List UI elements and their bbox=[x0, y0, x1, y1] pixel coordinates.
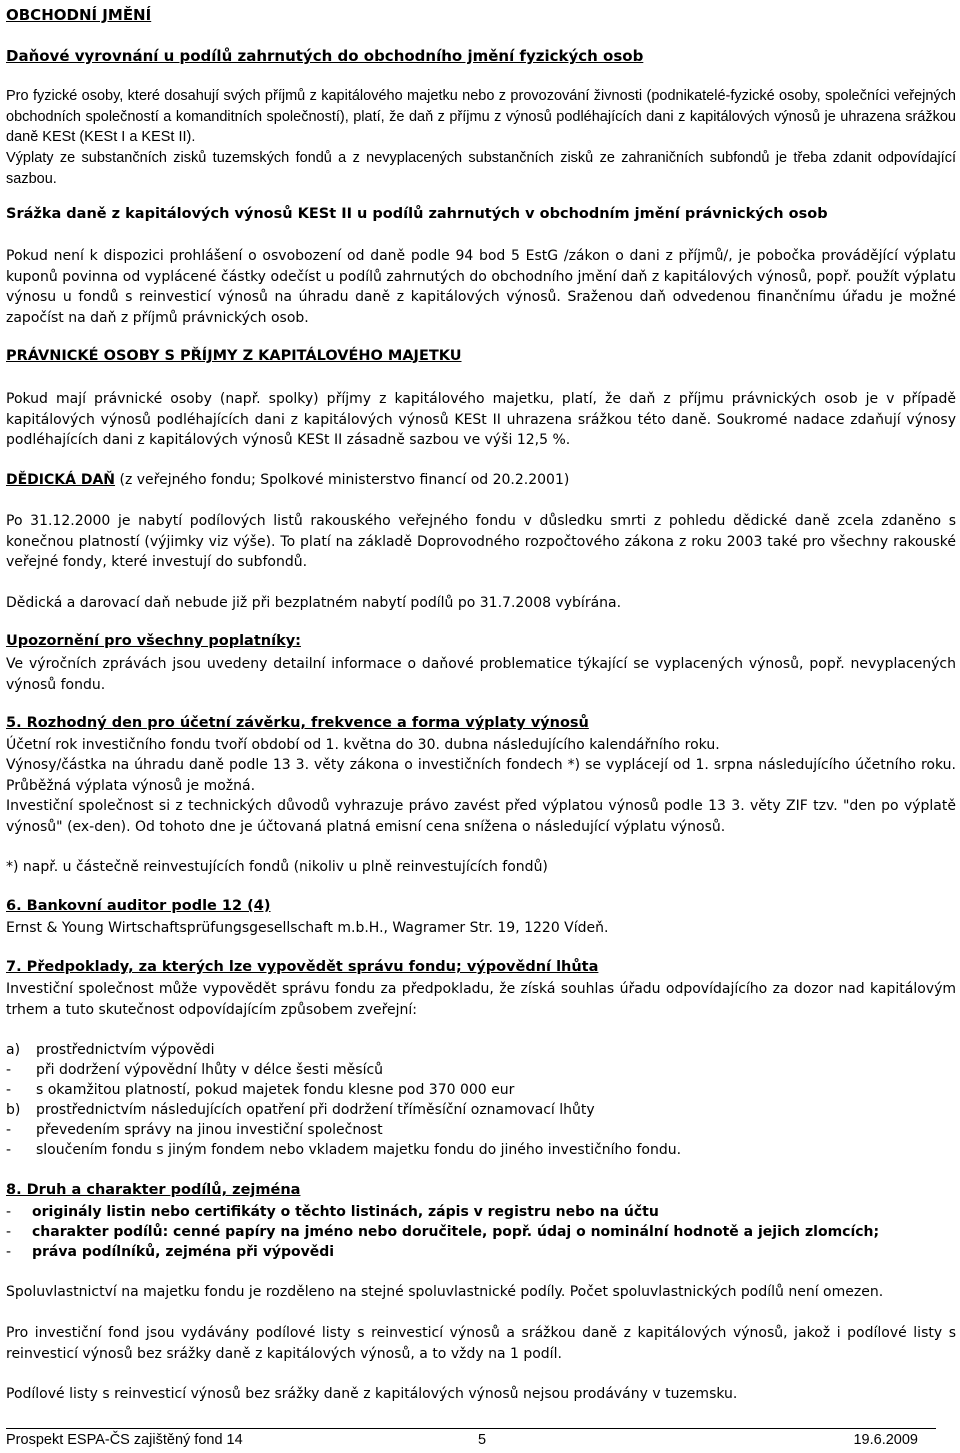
paragraph-ucetni-rok: Účetní rok investičního fondu tvoří období od 1. května do 30. dubna následujícího kalendářního roku. bbox=[6, 737, 720, 753]
dedicka-dan-label: DĚDICKÁ DAŇ bbox=[6, 472, 116, 488]
footer-page-number: 5 bbox=[478, 1432, 487, 1448]
heading-section-5: 5. Rozhodný den pro účetní závěrku, frekvence a forma výplaty výnosů bbox=[6, 715, 589, 731]
paragraph-upozorneni: Ve výročních zprávách jsou uvedeny detailní informace o daňové problematice týkající se vyplacených výnosů, popř. nevyplacených výnosů fondu. bbox=[6, 656, 956, 693]
list-item: - při dodržení výpovědní lhůty v délce šesti měsíců bbox=[6, 1062, 384, 1078]
heading-section-7: 7. Předpoklady, za kterých lze vypovědět správu fondu; výpovědní lhůta bbox=[6, 959, 599, 975]
paragraph-srazka: Pokud není k dispozici prohlášení o osvobození od daně podle 94 bod 5 EstG /zákon o dani z příjmů/, je pobočka provádějící výplatu kuponů povinna od vyplácené částky odečíst u podílů zahrnutých do obchodního jmění daň z kapitálových výnosů, popř. použít výplatu výnosu u fondů s reinvesticí výnosů na úhradu daně z kapitálových výnosů. Sraženou daň odvedenou finančnímu úřadu je možné započíst na daň z příjmů právnických osob. bbox=[6, 248, 956, 326]
heading-section-6: 6. Bankovní auditor podle 12 (4) bbox=[6, 898, 271, 914]
footer-document-name: Prospekt ESPA-ČS zajištěný fond 14 bbox=[6, 1432, 243, 1448]
footer-divider bbox=[6, 1428, 936, 1429]
footer-date: 19.6.2009 bbox=[853, 1432, 918, 1448]
paragraph-spoluvlastnictvi: Spoluvlastnictví na majetku fondu je rozděleno na stejné spoluvlastnické podíly. Počet spoluvlastnických podílů není omezen. bbox=[6, 1284, 884, 1300]
paragraph-vyplaty: Výplaty ze substančních zisků tuzemských fondů a z nevyplacených substančních zisků ze zahraničních subfondů je třeba zdanit odpovídající sazbou. bbox=[6, 150, 956, 187]
footnote: *) např. u částečně reinvestujících fondů (nikoliv u plně reinvestujících fondů) bbox=[6, 859, 548, 875]
paragraph-podilove-listy: Pro investiční fond jsou vydávány podílové listy s reinvesticí výnosů a srážkou daně z kapitálových výnosů, jakož i podílové listy s reinvesticí výnosů bez srážky daně z kapitálových výnosů, a to vždy na 1 podíl. bbox=[6, 1325, 956, 1362]
paragraph-auditor: Ernst & Young Wirtschaftsprüfungsgesellschaft m.b.H., Wagramer Str. 19, 1220 Vídeň. bbox=[6, 920, 609, 936]
heading-pravnicke-osoby: PRÁVNICKÉ OSOBY S PŘÍJMY Z KAPITÁLOVÉHO MAJETKU bbox=[6, 348, 462, 364]
section-subtitle: Daňové vyrovnání u podílů zahrnutých do obchodního jmění fyzických osob bbox=[6, 47, 644, 65]
paragraph-ex-den: Investiční společnost si z technických důvodů vyhrazuje právo zavést před výplatou výnosů podle 13 3. věty ZIF tzv. "den po výplatě výnosů" (ex-den). Od tohoto dne je účtovaná platná emisní cena snížena o následující výplatu výnosů. bbox=[6, 798, 956, 835]
list-item: - originály listin nebo certifikáty o těchto listinách, zápis v registru nebo na účtu bbox=[6, 1204, 659, 1220]
dedicka-dan-note: (z veřejného fondu; Spolkové ministerstvo financí od 20.2.2001) bbox=[115, 472, 570, 488]
list-item: a) prostřednictvím výpovědi bbox=[6, 1042, 215, 1058]
paragraph-fyzicke-osoby: Pro fyzické osoby, které dosahují svých příjmů z kapitálového majetku nebo z provozování živnosti (podnikatelé-fyzické osoby, společníci veřejných obchodních společností a komanditních společností), platí, že daň z příjmu z výnosů podléhajících dani z kapitálových výnosů je uhrazena srážkou daně KESt (KESt I a KESt II). bbox=[6, 88, 956, 145]
list-item: - sloučením fondu s jiným fondem nebo vkladem majetku fondu do jiného investičního fondu. bbox=[6, 1142, 682, 1158]
list-item: - s okamžitou platností, pokud majetek fondu klesne pod 370 000 eur bbox=[6, 1082, 515, 1098]
paragraph-darovaci: Dědická a darovací daň nebude již při bezplatném nabytí podílů po 31.7.2008 vybírána. bbox=[6, 595, 622, 611]
paragraph-vypoved: Investiční společnost může vypovědět správu fondu za předpokladu, že získá souhlas úřadu odpovídajícího za dozor nad kapitálovým trhem a tuto skutečnost odpovídajícím způsobem zveřejní: bbox=[6, 981, 956, 1018]
heading-upozorneni: Upozornění pro všechny poplatníky: bbox=[6, 633, 301, 649]
paragraph-vynosy: Výnosy/částka na úhradu daně podle 13 3. věty zákona o investičních fondech *) se vyplácejí od 1. srpna následujícího účetního roku. Průběžná výplata výnosů je možná. bbox=[6, 757, 956, 794]
page-title: OBCHODNÍ JMĚNÍ bbox=[6, 6, 152, 24]
list-item: - převedením správy na jinou investiční společnost bbox=[6, 1122, 383, 1138]
heading-section-8: 8. Druh a charakter podílů, zejména bbox=[6, 1182, 301, 1198]
paragraph-pravnicke: Pokud mají právnické osoby (např. spolky) příjmy z kapitálového majetku, platí, že daň z příjmu právnických osob je v případě kapitálových výnosů podléhajících dani z kapitálových výnosů KESt II uhrazena srážkou této daně. Soukromé nadace zdaňují výnosy podléhajících dani z kapitálových výnosů KESt II zásadně sazbou ve výši 12,5 %. bbox=[6, 391, 956, 448]
dedicka-dan-line bbox=[6, 470, 569, 490]
heading-srazka: Srážka daně z kapitálových výnosů KESt II u podílů zahrnutých v obchodním jmění právnických osob bbox=[6, 206, 828, 222]
list-item: - charakter podílů: cenné papíry na jméno nebo doručitele, popř. údaj o nominální hodnotě a jejich zlomcích; bbox=[6, 1224, 880, 1240]
list-item: - práva podílníků, zejména při výpovědi bbox=[6, 1244, 335, 1260]
list-item: b) prostřednictvím následujících opatření při dodržení tříměsíční oznamovací lhůty bbox=[6, 1102, 595, 1118]
paragraph-nabyti: Po 31.12.2000 je nabytí podílových listů rakouského veřejného fondu v důsledku smrti z pohledu dědické daně zcela zdaněno s konečnou platností (výjimky viz výše). To platí na základě Doprovodného rozpočtového zákona z roku 2003 také pro všechny rakouské veřejné fondy, které investují do subfondů. bbox=[6, 513, 956, 570]
paragraph-tuzemsko: Podílové listy s reinvesticí výnosů bez srážky daně z kapitálových výnosů nejsou prodávány v tuzemsku. bbox=[6, 1386, 738, 1402]
